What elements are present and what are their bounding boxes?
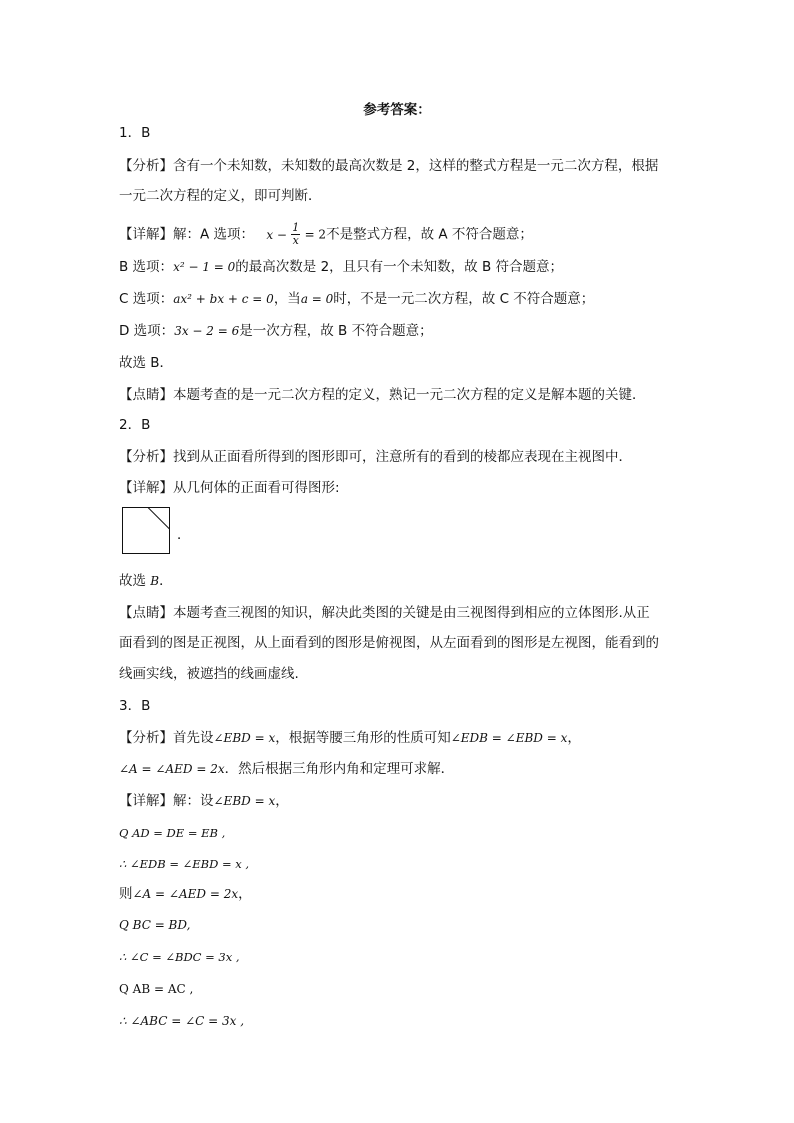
- q2-number: 2．B: [119, 417, 151, 433]
- q3-line-3-end: ，: [238, 886, 252, 902]
- q3-analysis-cont: [119, 760, 454, 778]
- front-view-figure: [122, 507, 170, 554]
- q2-choose-letter: B: [150, 574, 160, 588]
- q3-line-3: [119, 885, 252, 903]
- diagonal-edge: [148, 508, 170, 530]
- option-b-rest: 的最高次数是 2，且只有一个未知数，故 B 符合题意；: [235, 259, 564, 275]
- q1-option-b: [119, 258, 563, 276]
- q3-analysis-mid: ，根据等腰三角形的性质可知: [275, 730, 451, 746]
- q3-analysis-math1: ∠EBD = x: [213, 731, 276, 745]
- q2-comment-2: 面看到的图是正视图，从上面看到的图形是俯视图，从左面看到的图形是左视图，能看到的: [119, 635, 659, 651]
- q2-choose: [119, 572, 173, 590]
- q3-line-6: Q AB = AC ,: [119, 982, 194, 996]
- q1-option-c: [119, 290, 594, 308]
- q3-number: 3．B: [119, 698, 151, 714]
- fraction-numerator: 1: [292, 221, 300, 234]
- q3-line-3-math: ∠A = ∠AED = 2x: [132, 887, 239, 901]
- page-title: 参考答案：: [363, 102, 431, 118]
- q3-detail-math: ∠EBD = x: [213, 794, 276, 808]
- q3-line-7: ∴ ∠ABC = ∠C = 3x ,: [119, 1014, 245, 1028]
- option-d-rest: 是一次方程，故 B 不符合题意；: [239, 323, 433, 339]
- q1-analysis: 【分析】含有一个未知数，未知数的最高次数是 2，这样的整式方程是一元二次方程，根据: [119, 158, 659, 174]
- option-b-math: x² − 1 = 0: [173, 260, 236, 274]
- square-outline: [123, 508, 170, 554]
- q3-analysis-math2: ∠EDB = ∠EBD = x: [450, 731, 568, 745]
- q1-detail-prefix: 【详解】解：A 选项：: [119, 226, 255, 243]
- q1-detail-x: x −: [266, 227, 287, 242]
- q1-option-d: [119, 322, 433, 340]
- option-d-math: 3x − 2 = 6: [174, 324, 240, 338]
- q3-detail-end: ，: [275, 793, 289, 809]
- q3-analysis-end: ，: [567, 730, 581, 746]
- q3-line-4: Q BC = BD,: [119, 918, 191, 932]
- figure-period: ．: [177, 527, 191, 543]
- option-c-rest: 时，不是一元二次方程，故 C 不符合题意；: [333, 291, 595, 307]
- q3-analysis2-rest: ．然后根据三角形内角和定理可求解．: [224, 761, 455, 777]
- q1-choose: 故选 B．: [119, 355, 174, 371]
- q1-number: 1．B: [119, 125, 151, 141]
- q3-line-3-prefix: 则: [119, 886, 133, 902]
- q1-detail-fraction: [291, 222, 300, 247]
- option-c-math: ax² + bx + c = 0: [173, 292, 274, 306]
- q3-line-5: ∴ ∠C = ∠BDC = 3x ,: [119, 950, 240, 964]
- q1-detail-rest: 不是整式方程，故 A 不符合题意；: [326, 226, 533, 243]
- q3-detail-prefix: 【详解】解：设: [119, 793, 214, 809]
- option-d-label: D 选项：: [119, 323, 175, 339]
- q3-line-1: Q AD = DE = EB ,: [119, 826, 226, 840]
- option-b-label: B 选项：: [119, 259, 174, 275]
- q1-analysis-cont: 一元二次方程的定义，即可判断．: [119, 188, 322, 204]
- q2-comment-3: 线画实线，被遮挡的线画虚线.: [119, 666, 299, 682]
- q2-comment-1: 【点睛】本题考查三视图的知识，解决此类图的关键是由三视图得到相应的立体图形.从正: [119, 605, 650, 621]
- q2-choose-prefix: 故选: [119, 573, 151, 589]
- option-c-math2: a = 0: [300, 292, 334, 306]
- q2-choose-suffix: ．: [159, 573, 173, 589]
- q1-comment: 【点睛】本题考查的是一元二次方程的定义，熟记一元二次方程的定义是解本题的关键．: [119, 387, 646, 403]
- q3-detail: [119, 792, 289, 810]
- option-c-label: C 选项：: [119, 291, 174, 307]
- q3-analysis2-math: ∠A = ∠AED = 2x: [119, 762, 225, 776]
- q3-analysis-prefix: 【分析】首先设: [119, 730, 214, 746]
- q2-analysis: 【分析】找到从正面看所得到的图形即可，注意所有的看到的棱都应表现在主视图中．: [119, 449, 632, 465]
- q1-detail-eq: = 2: [304, 227, 327, 242]
- q1-detail-a: [119, 222, 533, 247]
- q2-detail: 【详解】从几何体的正面看可得图形:: [119, 480, 340, 496]
- option-c-mid: ，当: [273, 291, 301, 307]
- fraction-denominator: x: [292, 234, 299, 247]
- q3-analysis: [119, 729, 581, 747]
- q3-line-2: ∴ ∠EDB = ∠EBD = x ,: [119, 857, 250, 871]
